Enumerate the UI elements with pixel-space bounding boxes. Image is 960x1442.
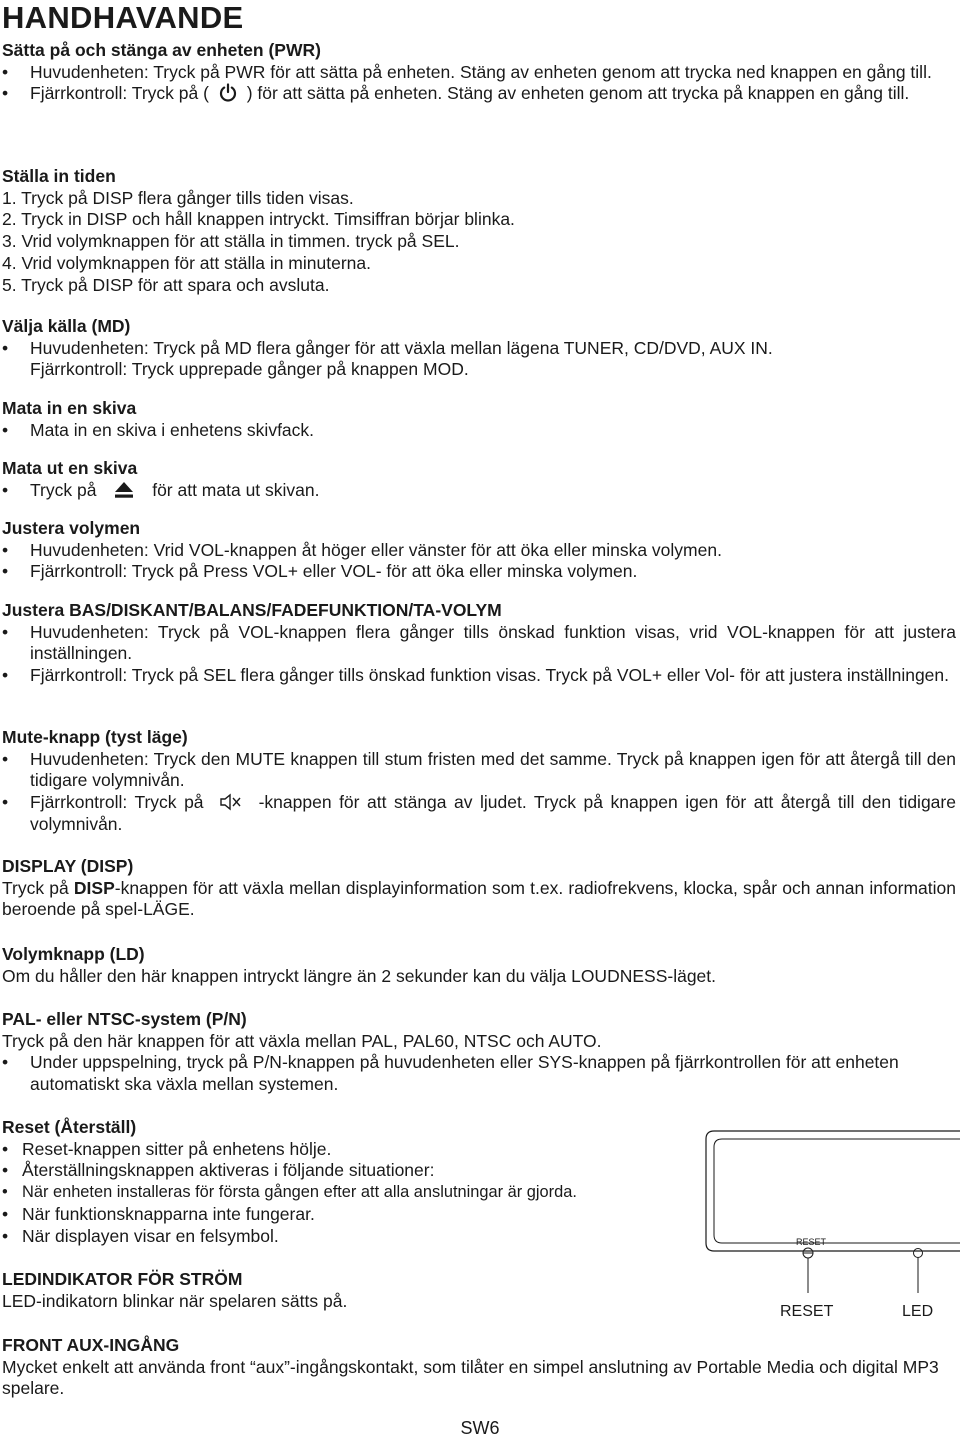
list-item-text: Fjärrkontroll: Tryck på <box>30 792 204 813</box>
section-heading: Mata ut en skiva <box>2 458 138 478</box>
list-item-text: Tryck på <box>30 479 97 500</box>
list-item-text: Mata in en skiva i enhetens skivfack. <box>30 419 315 440</box>
paragraph: Om du håller den här knappen intryckt längre än 2 sekunder kan du välja LOUDNESS-läget. <box>2 965 717 986</box>
list-item <box>2 420 956 442</box>
list-item-text: Fjärrkontroll: Tryck på SEL flera gånger tills önskad funktion visas. Tryck på VOL+ eller Vol- för att justera inställningen. <box>30 665 950 686</box>
step: 4. Vrid volymknappen för att ställa in minuterna. <box>2 252 371 273</box>
list-item-text: Huvudenheten: Vrid VOL-knappen åt höger eller vänster för att öka eller minska volymen. <box>30 539 722 560</box>
list-item <box>2 1052 956 1095</box>
list-item <box>2 1160 695 1182</box>
led-indicator <box>914 1249 923 1258</box>
list-item-text: Fjärrkontroll: Tryck på ( <box>30 83 209 104</box>
list-item-text: När funktionsknapparna inte fungerar. <box>22 1203 315 1224</box>
section-time <box>2 166 956 296</box>
section-heading: Sätta på och stänga av enheten (PWR) <box>2 40 321 60</box>
list-item <box>2 792 956 835</box>
list-item-text: Huvudenheten: Tryck den MUTE knappen till stum fristen med det samme. Tryck på knappen igen för att återgå till den tidigare volymnivån. <box>30 748 956 791</box>
list-item <box>2 338 956 381</box>
section-loudness <box>2 944 956 987</box>
bullet: • <box>2 337 9 358</box>
section-pal <box>2 1009 956 1096</box>
section-heading: FRONT AUX-INGÅNG <box>2 1335 180 1355</box>
section-led <box>2 1269 695 1312</box>
list-item-text: När enheten installeras för första gången efter att alla anslutningar är gjorda. <box>22 1183 577 1202</box>
list-item-text: Återställningsknappen aktiveras i följande situationer: <box>22 1160 435 1181</box>
section-aux <box>2 1335 956 1400</box>
section-heading: Mute-knapp (tyst läge) <box>2 727 188 747</box>
faceplate-diagram <box>700 1125 960 1330</box>
faceplate-inner-outline <box>714 1139 960 1243</box>
paragraph-text: -knappen för att växla mellan displayinformation som t.ex. radiofrekvens, klocka, spår och annan information beroende på spel-LÄGE. <box>2 877 956 920</box>
bullet: • <box>2 1160 9 1181</box>
bullet: • <box>2 419 9 440</box>
list-item <box>2 749 956 792</box>
list-item-text: När displayen visar en felsymbol. <box>22 1225 279 1246</box>
section-heading: LEDINDIKATOR FÖR STRÖM <box>2 1269 243 1289</box>
reset-small-label: RESET <box>796 1237 827 1247</box>
section-heading: Volymknapp (LD) <box>2 944 145 964</box>
list-item-text: Fjärrkontroll: Tryck på Press VOL+ eller VOL- för att öka eller minska volymen. <box>30 561 638 582</box>
section-reset <box>2 1117 695 1247</box>
section-heading: Reset (Återställ) <box>2 1117 137 1137</box>
page-number: SW6 <box>460 1418 500 1438</box>
section-eject <box>2 458 956 501</box>
power-icon <box>218 83 238 103</box>
reset-label: RESET <box>780 1303 834 1320</box>
bullet: • <box>2 1225 9 1246</box>
bullet: • <box>2 748 9 769</box>
section-volume <box>2 518 956 583</box>
list-item <box>2 622 956 665</box>
section-insert <box>2 398 956 441</box>
section-heading: Ställa in tiden <box>2 166 116 186</box>
bullet: • <box>2 621 9 642</box>
list-item <box>2 665 956 687</box>
list-item <box>2 480 956 502</box>
bullet: • <box>2 83 9 104</box>
paragraph: Mycket enkelt att använda front “aux”-ingångskontakt, som tilåter en simpel anslutning av Portable Media och digital MP3 spelare. <box>2 1356 939 1399</box>
list-item-text: för att mata ut skivan. <box>152 479 320 500</box>
list-item <box>2 1139 695 1161</box>
section-tone <box>2 600 956 687</box>
step: 1. Tryck på DISP flera gånger tills tiden visas. <box>2 187 354 208</box>
list-item <box>2 83 956 105</box>
paragraph <box>2 878 956 921</box>
bullet: • <box>2 1138 9 1159</box>
list-item-text: Reset-knappen sitter på enhetens hölje. <box>22 1138 332 1159</box>
paragraph: LED-indikatorn blinkar när spelaren sätts på. <box>2 1290 348 1311</box>
bullet: • <box>2 1203 9 1224</box>
bullet: • <box>2 1183 8 1202</box>
section-heading: Justera volymen <box>2 518 141 538</box>
section-heading: PAL- eller NTSC-system (P/N) <box>2 1009 247 1029</box>
section-mute <box>2 727 956 836</box>
section-heading: Justera BAS/DISKANT/BALANS/FADEFUNKTION/TA-VOLYM <box>2 600 502 620</box>
list-item-text: ) för att sätta på enheten. Stäng av enheten genom att trycka på knappen en gång till. <box>246 83 910 104</box>
bullet: • <box>2 792 9 813</box>
section-source <box>2 316 956 381</box>
list-item <box>2 561 956 583</box>
mute-icon <box>219 792 243 812</box>
list-item <box>2 1204 695 1226</box>
paragraph: Tryck på den här knappen för att växla mellan PAL, PAL60, NTSC och AUTO. <box>2 1030 602 1051</box>
list-item-text: Under uppspelning, tryck på P/N-knappen på huvudenheten eller SYS-knappen på fjärrkontrollen för att enheten automatiskt ska växla mellan systemen. <box>30 1052 899 1095</box>
section-heading: DISPLAY (DISP) <box>2 856 134 876</box>
list-item <box>2 1182 695 1204</box>
list-item-text: Fjärrkontroll: Tryck upprepade gånger på knappen MOD. <box>30 359 469 380</box>
bullet: • <box>2 539 9 560</box>
page-title: HANDHAVANDE <box>2 0 244 35</box>
section-display <box>2 856 956 921</box>
bullet: • <box>2 561 9 582</box>
bullet: • <box>2 1052 9 1073</box>
list-item <box>2 1226 695 1248</box>
list-item-text: -knappen för att stänga av ljudet. Tryck på knappen igen för att återgå till den tidigare volymnivån. <box>30 792 956 834</box>
list-item <box>2 540 956 562</box>
step: 3. Vrid volymknappen för att ställa in timmen. tryck på SEL. <box>2 231 460 252</box>
bullet: • <box>2 479 9 500</box>
bullet: • <box>2 61 9 82</box>
list-item-text: Huvudenheten: Tryck på VOL-knappen flera gånger tills önskad funktion visas, vrid VOL-knappen för att justera inställningen. <box>30 621 956 664</box>
step: 2. Tryck in DISP och håll knappen intryckt. Timsiffran börjar blinka. <box>2 209 515 230</box>
paragraph-text: Tryck på <box>2 877 74 898</box>
led-label: LED <box>902 1303 934 1320</box>
bullet: • <box>2 665 9 686</box>
section-heading: Välja källa (MD) <box>2 316 131 336</box>
list-item-text: Huvudenheten: Tryck på MD flera gånger för att växla mellan lägena TUNER, CD/DVD, AUX IN. <box>30 337 773 358</box>
list-item <box>2 62 956 84</box>
faceplate-outline <box>706 1131 960 1251</box>
section-power <box>2 40 956 105</box>
section-heading: Mata in en skiva <box>2 398 137 418</box>
paragraph-bold: DISP <box>73 877 115 898</box>
step: 5. Tryck på DISP för att spara och avsluta. <box>2 274 330 295</box>
eject-icon <box>113 480 135 500</box>
list-item-text: Huvudenheten: Tryck på PWR för att sätta på enheten. Stäng av enheten genom att trycka ned knappen en gång till. <box>30 61 932 82</box>
